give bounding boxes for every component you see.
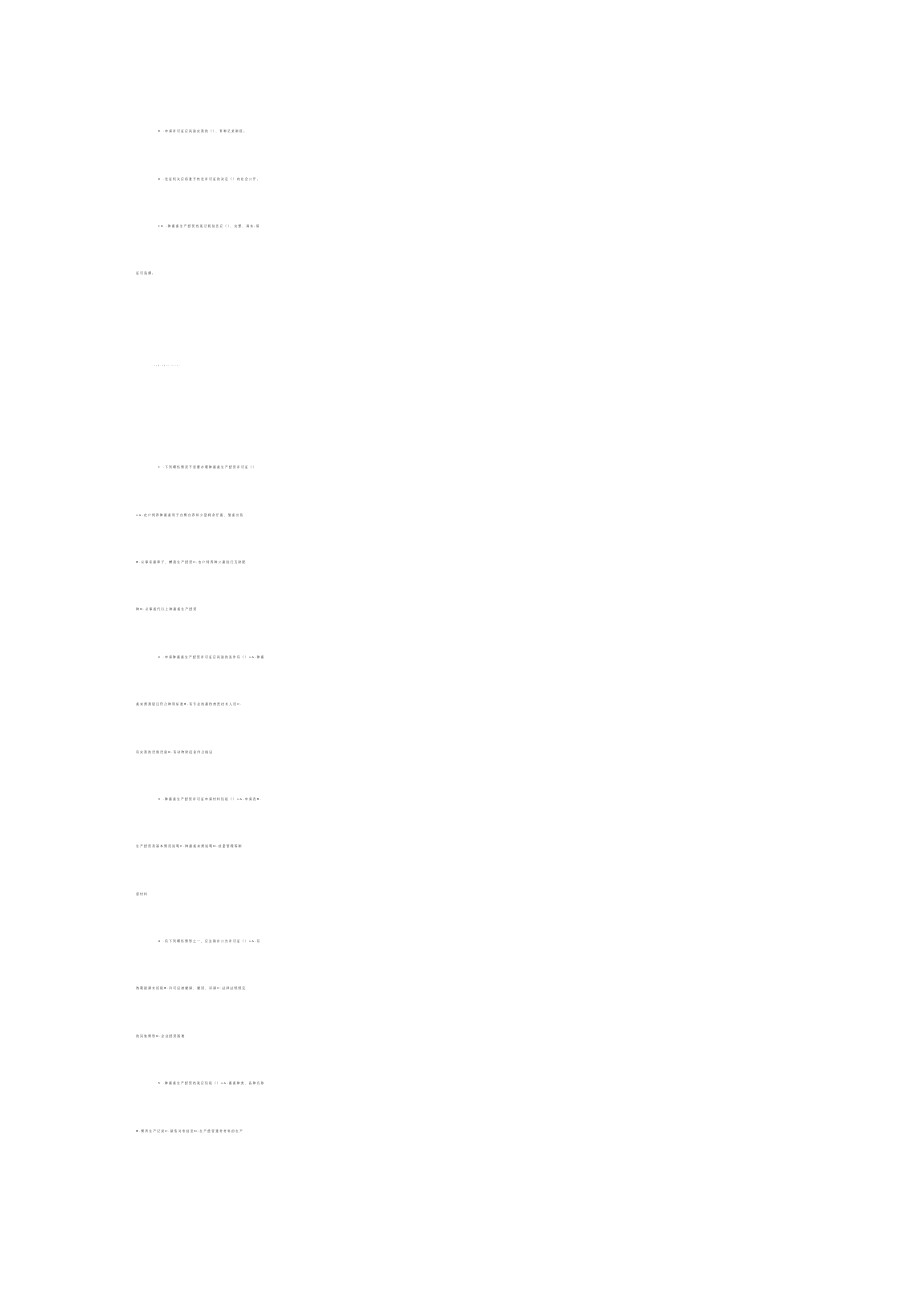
question-3-line-3: 度材料 <box>136 892 149 896</box>
fill-in-question-10-line-2: 证可追溯。 <box>136 271 157 275</box>
question-3-line-2: 生产经营者基本情况说明C.种畜禽来源说明D.质量管理等制 <box>136 844 243 848</box>
question-2-line-1: 2 .申请种畜禽生产经营许可证应具备的条件有（）oA.种畜 <box>158 655 265 659</box>
question-1-line-4: 种D.从事祖代以上种畜禽生产经营 <box>136 607 198 611</box>
fill-in-question-9: 9 .发证机关应将准予核发许可证的决定（）向社会公开。 <box>158 177 261 181</box>
question-1-line-3: B.从事家畜卵子、精液生产经营C,农户饲养种公畜进行互助配 <box>136 560 247 564</box>
question-1-line-1: 1 .下列哪些情况不需要办理种畜禽生产经营许可证（） <box>158 465 257 469</box>
question-2-line-3: 有完善的设施设备D.有动物防疫条件合格证 <box>136 750 214 754</box>
question-3-line-1: 3 .种畜禽生产经营许可证申请材料包括（）oA.申请表B. <box>158 797 262 801</box>
question-5-line-1: 5 .种畜禽生产经营档案应包括（）oA.畜禽种类、品种名称 <box>158 1081 265 1085</box>
fill-in-question-10-line-1: 10 .种畜禽生产经营档案记载信息应（）、完整、真实,保 <box>158 224 261 228</box>
question-5-line-2: B.繁育生产记录C.销售对象信息D,生产经营遗传材料的生产 <box>136 1129 244 1133</box>
question-4-line-3: 的其他情形D.企业经营困难 <box>136 1034 186 1038</box>
section-heading-multiple-choice: 三、多选题（每题3分，共30分） <box>150 366 181 367</box>
question-1-line-2: oA.农户饲养种畜禽用于自繁自养和少量剩余仔畜、雏禽出售 <box>136 513 244 517</box>
question-4-line-1: 4 .有下列哪些情形之一，应注销并公告许可证（）oA.有 <box>158 939 261 943</box>
question-2-line-2: 禽来源清楚且符合种用标准B,有专业的畜牧兽医技术人员C. <box>136 702 243 706</box>
question-4-line-2: 效期届满未延续B.许可证被撤销、撤回、吊销C.法律法规规定 <box>136 986 247 990</box>
fill-in-question-8: 8 .申请许可证应具备完善的（）、育种记录制度。 <box>158 129 248 133</box>
